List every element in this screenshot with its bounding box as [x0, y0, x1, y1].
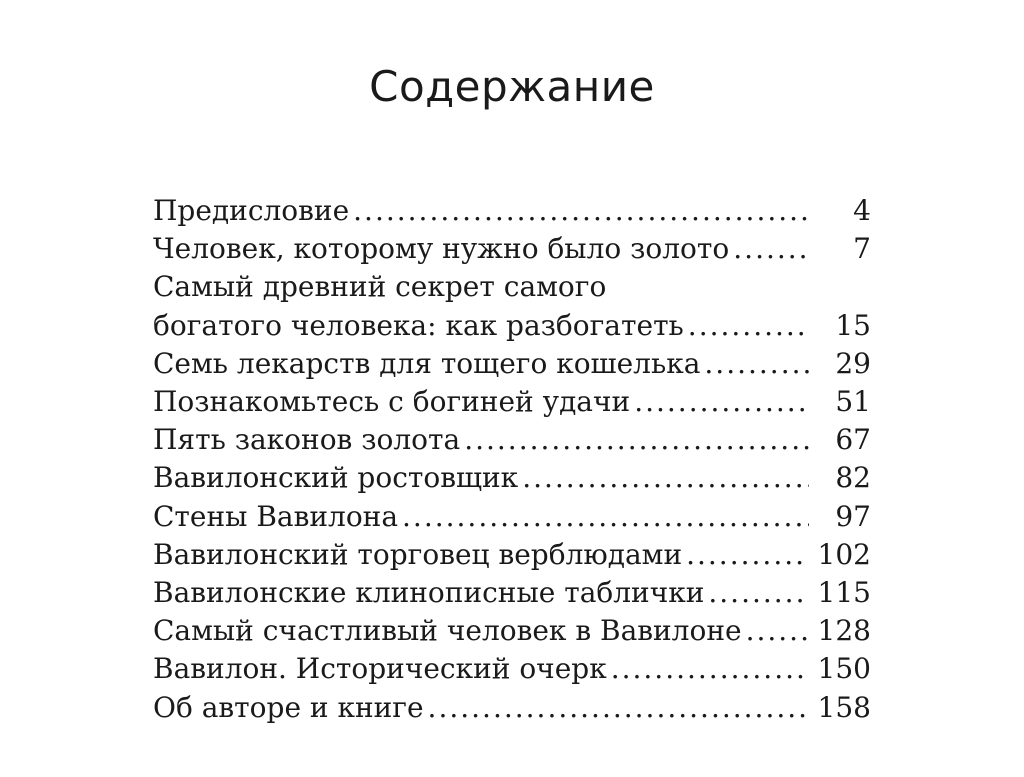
toc-entry — [153, 459, 871, 497]
toc-entry — [153, 650, 871, 688]
toc-entry — [153, 612, 871, 650]
toc-entry — [153, 383, 871, 421]
toc-entry-title: Стены Вавилона — [153, 499, 399, 533]
toc-entry — [153, 230, 871, 268]
toc-entry-preface — [153, 192, 871, 230]
toc-entry-title: богатого человека: как разбогатеть — [153, 308, 684, 342]
toc-entry — [153, 345, 871, 383]
dot-leader — [708, 574, 807, 612]
toc-page-number: 150 — [817, 652, 871, 686]
toc-entry — [153, 689, 871, 727]
toc-page-number: 97 — [835, 499, 871, 533]
toc-page-number: 51 — [835, 385, 871, 419]
dot-leader — [634, 383, 809, 421]
toc-page-number: 158 — [817, 690, 871, 724]
toc-entry-title: Познакомьтесь с богиней удачи — [153, 385, 631, 419]
toc-entry-title: Вавилонский ростовщик — [153, 461, 519, 495]
toc-entry — [153, 498, 871, 536]
toc-page-number: 102 — [817, 537, 871, 571]
toc-page-number: 4 — [853, 194, 871, 227]
dot-leader — [746, 612, 808, 650]
toc-entry-title: Человек, которому нужно было золото — [153, 232, 730, 266]
table-of-contents — [153, 192, 871, 727]
toc-entry — [153, 268, 871, 344]
toc-entry-title: Вавилон. Исторический очерк — [153, 652, 607, 686]
dot-leader — [704, 345, 809, 383]
dot-leader — [688, 307, 809, 345]
toc-entry-title: Пять законов золота — [153, 423, 461, 457]
toc-entry — [153, 421, 871, 459]
toc-entry-title: Самый счастливый человек в Вавилоне — [153, 614, 742, 648]
dot-leader — [733, 230, 809, 268]
toc-entry-title: Вавилонские клинописные таблички — [153, 576, 705, 610]
toc-page-number: 29 — [835, 346, 871, 380]
dot-leader — [686, 536, 807, 574]
toc-page-number: 115 — [817, 576, 871, 610]
toc-page-number: 67 — [835, 423, 871, 457]
toc-entry-title: Об авторе и книге — [153, 690, 424, 724]
toc-entry — [153, 574, 871, 612]
dot-leader — [464, 421, 809, 459]
toc-entry-title-line1: Самый древний секрет самого — [153, 270, 607, 304]
dot-leader — [522, 459, 809, 497]
toc-page-number: 128 — [817, 614, 871, 648]
toc-entry-title: Вавилонский торговец верблюдами — [153, 537, 683, 571]
toc-page-number: 82 — [835, 461, 871, 495]
toc-page-number: 7 — [853, 232, 871, 266]
dot-leader — [402, 498, 809, 536]
page-title: Содержание — [369, 62, 655, 111]
dot-leader — [611, 650, 808, 688]
dot-leader — [353, 192, 809, 230]
dot-leader — [428, 689, 808, 727]
toc-entry-title: Семь лекарств для тощего кошелька — [153, 346, 701, 380]
toc-entry-title: Предисловие — [153, 194, 350, 227]
toc-page-number: 15 — [835, 308, 871, 342]
toc-entry — [153, 536, 871, 574]
